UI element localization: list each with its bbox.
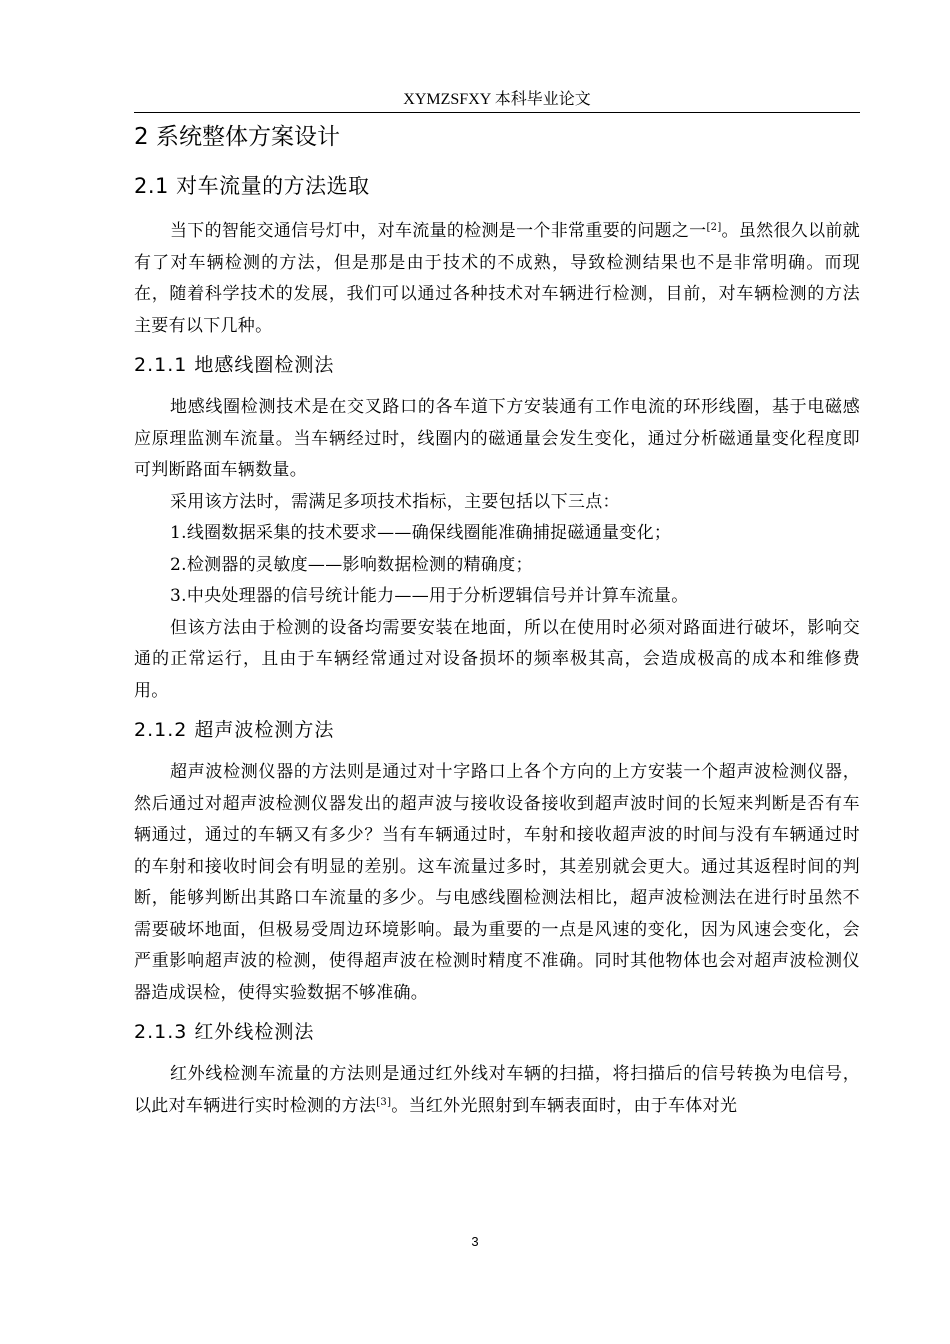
list-item: 1.线圈数据采集的技术要求——确保线圈能准确捕捉磁通量变化； <box>170 523 672 543</box>
section-2-1-2-paragraph: 超声波检测仪器的方法则是通过对十字路口上各个方向的上方安装一个超声波检测仪器，然后通过对超声波检测仪器发出的超声波与接收设备接收到超声波时间的长短来判断是否有车辆通过，通过的车辆又有多少？当有车辆通过时，车射和接收超声波的时间与没有车辆通过时的车射和接收时间会有明显的差别。这车流量过多时，其差别就会更大。通过其返程时间的判断，能够判断出其路口车流量的多少。与电感线圈检测法相比，超声波检测法在进行时虽然不需要破坏地面，但极易受周边环境影响。最为重要的一点是风速的变化，因为风速会变化，会严重影响超声波的检测，使得超声波在检测时精度不准确。同时其他物体也会对超声波检测仪器造成误检，使得实验数据不够准确。 <box>134 762 860 1003</box>
section-2-1-1-paragraph-2: 采用该方法时，需满足多项技术指标，主要包括以下三点： <box>170 491 620 512</box>
page-number: 3 <box>471 1234 479 1249</box>
paragraph-text: 。当红外光照射到车辆表面时，由于车体对光 <box>391 1095 738 1116</box>
section-2-1-2-title: 2.1.2 超声波检测方法 <box>134 719 335 741</box>
section-2-1-paragraph <box>134 216 860 342</box>
header-title: XYMZSFXY 本科毕业论文 <box>403 91 591 108</box>
section-2-1-1-paragraph-3: 但该方法由于检测的设备均需要安装在地面，所以在使用时必须对路面进行破坏，影响交通的正常运行，且由于车辆经常通过对设备损坏的频率极其高，会造成极高的成本和维修费用。 <box>134 617 860 701</box>
paragraph-text: 当下的智能交通信号灯中，对车流量的检测是一个非常重要的问题之一 <box>170 221 707 241</box>
section-2-1-3-title: 2.1.3 红外线检测法 <box>134 1021 315 1043</box>
document-body <box>134 112 860 1122</box>
section-2-1-1-title: 2.1.1 地感线圈检测法 <box>134 354 335 376</box>
list-item: 3.中央处理器的信号统计能力——用于分析逻辑信号并计算车流量。 <box>170 586 689 606</box>
citation-ref: [2] <box>706 222 722 233</box>
chapter-title: 2 系统整体方案设计 <box>134 124 340 150</box>
paragraph-text: 红外线检测车流量的方法则是通过红外线对车辆的扫描，将扫描后的信号转换为电信号，以此对车辆进行实时检测的方法 <box>134 1064 860 1116</box>
citation-ref: [3] <box>376 1096 392 1108</box>
section-2-1-1-paragraph-1: 地感线圈检测技术是在交叉路口的各车道下方安装通有工作电流的环形线圈，基于电磁感应原理监测车流量。当车辆经过时，线圈内的磁通量会发生变化，通过分析磁通量变化程度即可判断路面车辆数量。 <box>134 397 860 480</box>
paragraph-text: 。虽然很久以前就有了对车辆检测的方法，但是那是由于技术的不成熟，导致检测结果也不是非常明确。而现在，随着科学技术的发展，我们可以通过各种技术对车辆进行检测，目前，对车辆检测的方法主要有以下几种。 <box>134 221 860 336</box>
page-header <box>134 90 860 113</box>
section-2-1-3-paragraph <box>134 1059 860 1122</box>
list-item: 2.检测器的灵敏度——影响数据检测的精确度； <box>170 554 533 575</box>
section-2-1-title: 2.1 对车流量的方法选取 <box>134 174 370 198</box>
